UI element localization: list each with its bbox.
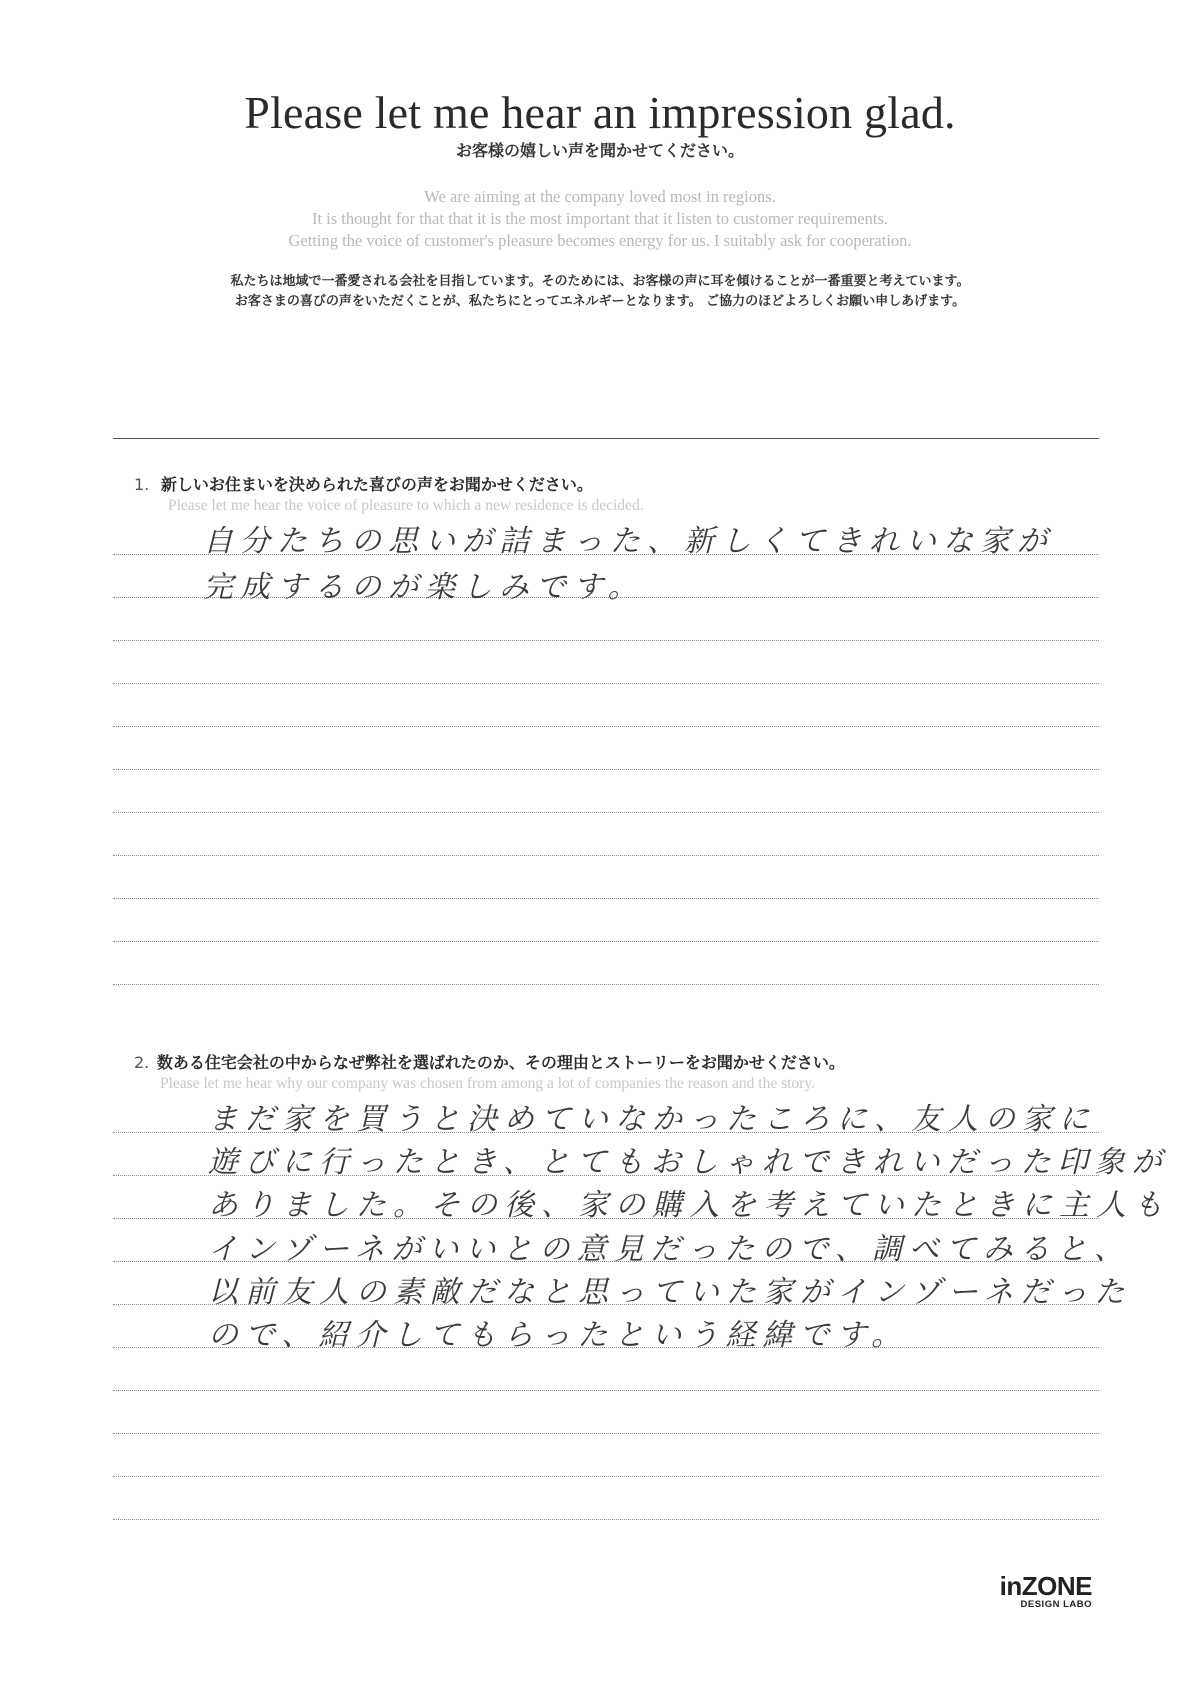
handwritten-answer-line: 自分たちの思いが詰まった、新しくてきれいな家が: [203, 524, 1054, 559]
question-2-label: [134, 1050, 845, 1073]
handwritten-answer-line: ありました。その後、家の購入を考えていたときに主人も: [208, 1188, 1170, 1223]
intro-en-line: It is thought for that that it is the most important that it listen to customer requirements.: [311, 209, 889, 228]
intro-japanese: [0, 272, 1200, 312]
brand-logo: [932, 1573, 1092, 1611]
handwritten-answer-line: 以前友人の素敵だなと思っていた家がインゾーネだった: [208, 1275, 1132, 1310]
question-text: 新しいお住まいを決められた喜びの声をお聞かせください。: [160, 475, 593, 494]
intro-en-line: Getting the voice of customer's pleasure becomes energy for us. I suitably ask for cooperation.: [288, 231, 912, 250]
page-subtitle: お客様の嬉しい声を聞かせてください。: [455, 141, 744, 160]
handwritten-answer-line: 完成するのが楽しみです。: [203, 570, 645, 605]
intro-en-line: We are aiming at the company loved most in regions.: [424, 187, 776, 206]
page-title: Please let me hear an impression glad.: [244, 87, 956, 138]
logo-tagline: DESIGN LABO: [1020, 1599, 1092, 1610]
ruled-line: [113, 640, 1099, 641]
question-number: 1.: [134, 475, 150, 494]
intro-english: [0, 186, 1200, 252]
handwritten-answer-line: 遊びに行ったとき、とてもおしゃれできれいだった印象が: [208, 1145, 1169, 1180]
intro-ja-line: 私たちは地域で一番愛される会社を目指しています。そのためには、お客様の声に耳を傾けることが一番重要と考えています。: [230, 274, 970, 289]
ruled-line: [113, 941, 1099, 942]
ruled-line: [113, 812, 1099, 813]
question-2-label-en: Please let me hear why our company was chosen from among a lot of companies the reason and the story.: [160, 1075, 815, 1092]
ruled-line: [113, 1476, 1099, 1477]
ruled-line: [113, 769, 1099, 770]
question-number: 2.: [134, 1053, 150, 1072]
handwritten-answer-line: ので、紹介してもらったという経緯です。: [208, 1318, 908, 1353]
question-text: 数ある住宅会社の中からなぜ弊社を選ばれたのか、その理由とストーリーをお聞かせください。: [156, 1053, 845, 1072]
intro-ja-line: お客さまの喜びの声をいただくことが、私たちにとってエネルギーとなります。 ご協力のほどよろしくお願い申しあげます。: [234, 294, 966, 309]
ruled-line: [113, 1390, 1099, 1391]
ruled-line: [113, 683, 1099, 684]
section-divider: [113, 438, 1099, 439]
question-1-label: [134, 472, 593, 495]
handwritten-answer-line: まだ家を買うと決めていなかったころに、友人の家に: [208, 1102, 1096, 1137]
ruled-line: [113, 1519, 1099, 1520]
ruled-line: [113, 984, 1099, 985]
handwritten-answer-line: インゾーネがいいとの意見だったので、調べてみると、: [208, 1232, 1131, 1267]
question-1-label-en: Please let me hear the voice of pleasure to which a new residence is decided.: [168, 497, 644, 514]
ruled-line: [113, 898, 1099, 899]
logo-brand: inZONE: [999, 1571, 1092, 1601]
ruled-line: [113, 726, 1099, 727]
ruled-line: [113, 855, 1099, 856]
ruled-line: [113, 1433, 1099, 1434]
